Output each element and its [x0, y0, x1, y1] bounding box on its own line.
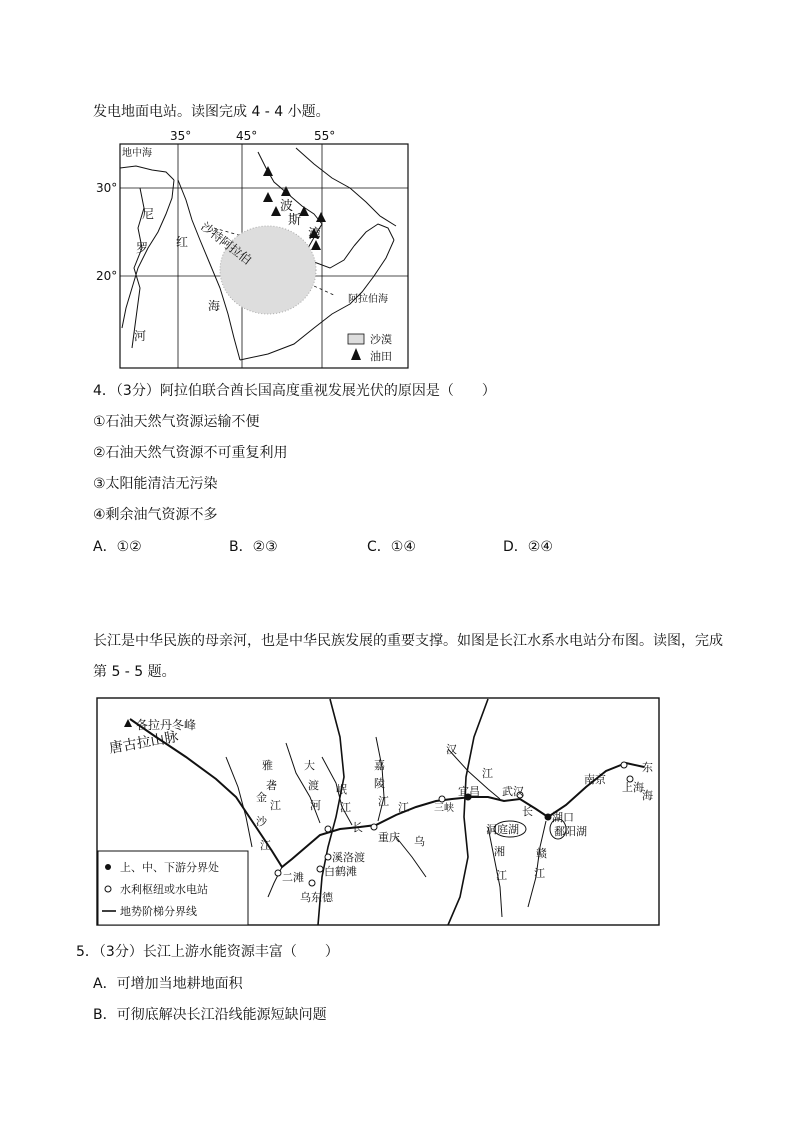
label-jinsha-1: 金: [256, 791, 267, 804]
label-wu: 乌: [414, 835, 425, 848]
label-jialing-3: 江: [378, 795, 389, 808]
intro-text-2-line-2: 第 5 - 5 题。: [93, 664, 176, 680]
label-changjiang-mid: 长: [522, 805, 533, 818]
label-jiang: 江: [398, 801, 409, 814]
label-hai-2: 海: [642, 789, 653, 802]
label-shanghai: 上海: [622, 781, 644, 794]
label-hukou: 湖口: [552, 811, 574, 824]
label-mediterranean: 地中海: [122, 148, 152, 159]
intro-text-2-line-1: 长江是中华民族的母亲河，也是中华民族发展的重要支撑。如图是长江水系水电站分布图。读图，完成: [93, 633, 723, 649]
label-han-1: 汉: [446, 743, 457, 756]
arabia-map: [96, 128, 410, 372]
label-jinsha-3: 江: [260, 839, 271, 852]
label-yalong-2: 砻: [266, 779, 277, 792]
lat-label-30: 30°: [96, 181, 118, 195]
label-jialing-1: 嘉: [374, 759, 385, 772]
label-range: 唐古拉山脉: [107, 729, 180, 757]
label-si: 斯: [288, 213, 302, 228]
label-chongqing: 重庆: [378, 831, 400, 844]
q4-item-4: ④剩余油气资源不多: [93, 507, 218, 523]
label-yalong-1: 雅: [262, 759, 273, 772]
label-saudi: 沙特阿拉伯: [198, 219, 255, 268]
label-hai: 海: [208, 299, 221, 313]
q4-item-3: ③太阳能清洁无污染: [93, 476, 218, 492]
legend-step-line: 地势阶梯分界线: [120, 905, 197, 918]
legend-station: 水利枢纽或水电站: [120, 883, 208, 896]
yangtze-map: [96, 697, 660, 927]
label-yichang: 宜昌: [458, 785, 480, 798]
label-dadu-3: 河: [310, 799, 321, 812]
label-nanjing: 南京: [584, 773, 606, 786]
label-min-2: 江: [340, 801, 351, 814]
q5-option-b[interactable]: B．可彻底解决长江沿线能源短缺问题: [93, 1007, 327, 1023]
label-chang: 长: [352, 821, 363, 834]
q4-option-a[interactable]: A．①②: [93, 539, 142, 555]
q4-option-c[interactable]: C．①④: [367, 539, 416, 555]
intro-text-1: 发电地面电站。读图完成 4 - 4 小题。: [93, 104, 330, 120]
label-he: 河: [134, 329, 147, 343]
lat-label-20: 20°: [96, 269, 118, 283]
q4-option-b[interactable]: B．②③: [229, 539, 278, 555]
q4-option-d[interactable]: D．②④: [503, 539, 553, 555]
label-ertan: 二滩: [282, 871, 304, 884]
legend-desert: 沙漠: [370, 333, 392, 346]
label-peak: 各拉丹冬峰: [136, 718, 197, 732]
q5-stem: 5．（3分）长江上游水能资源丰富（ ）: [76, 944, 339, 960]
label-bo: 波: [280, 199, 294, 214]
label-ni: 尼: [142, 207, 155, 221]
desert-area: [220, 226, 316, 314]
q4-item-2: ②石油天然气资源不可重复利用: [93, 445, 288, 461]
label-xiluodu: 溪洛渡: [332, 851, 365, 864]
lon-label-45: 45°: [236, 129, 258, 143]
label-dadu-2: 渡: [308, 779, 319, 792]
label-wudongde: 乌东德: [300, 891, 333, 904]
label-xiang-1: 湘: [494, 845, 505, 858]
label-dongting: 洞庭湖: [486, 823, 519, 836]
label-poyang: 鄱阳湖: [554, 825, 587, 838]
q4-item-1: ①石油天然气资源运输不便: [93, 414, 260, 430]
legend-oilfield: 油田: [370, 350, 392, 363]
label-dadu-1: 大: [304, 759, 315, 772]
lon-label-55: 55°: [314, 129, 336, 143]
label-hong: 红: [176, 235, 189, 249]
q4-stem: 4．（3分）阿拉伯联合酋长国高度重视发展光伏的原因是（ ）: [93, 383, 496, 399]
label-luo: 罗: [136, 241, 149, 255]
label-han-2: 江: [482, 767, 493, 780]
label-dong: 东: [642, 761, 653, 774]
q5-option-a[interactable]: A．可增加当地耕地面积: [93, 976, 243, 992]
label-three-gorges: 三峡: [434, 803, 454, 814]
label-gan-2: 江: [534, 867, 545, 880]
label-yalong-3: 江: [270, 799, 281, 812]
lon-label-35: 35°: [170, 129, 192, 143]
label-min-1: 岷: [336, 783, 347, 796]
label-xiang-2: 江: [496, 869, 507, 882]
label-jinsha-2: 沙: [256, 815, 267, 828]
label-jialing-2: 陵: [374, 777, 385, 790]
label-gan-1: 赣: [536, 847, 547, 860]
label-arabian-sea: 阿拉伯海: [348, 294, 388, 305]
legend-boundary: 上、中、下游分界处: [120, 861, 219, 874]
label-baihetan: 白鹤滩: [324, 865, 357, 878]
label-wuhan: 武汉: [502, 785, 524, 798]
label-wan: 湾: [308, 227, 322, 242]
